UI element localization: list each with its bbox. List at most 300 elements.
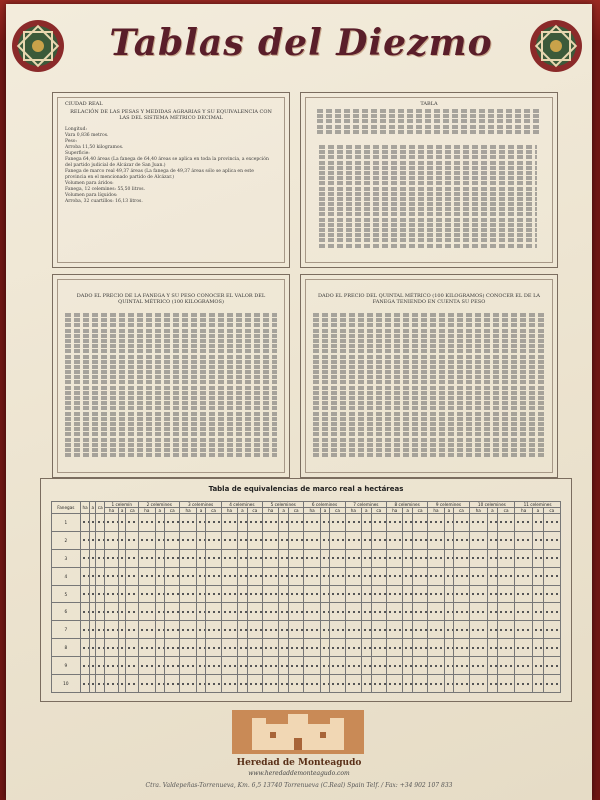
table-cell	[247, 585, 263, 603]
header-unit: ha	[80, 502, 90, 514]
table-cell	[330, 639, 346, 657]
table-cell	[371, 514, 387, 532]
table-cell	[403, 621, 412, 639]
table-cell	[263, 531, 279, 549]
table-row	[52, 603, 561, 621]
measures-line: Fanega, 12 celemines: 55,50 litros.	[65, 187, 146, 192]
table-cell	[164, 657, 180, 675]
table-cell	[498, 549, 515, 567]
table-cell	[345, 514, 361, 532]
table-cell	[263, 585, 279, 603]
equivalence-table-body	[52, 514, 561, 693]
table-cell	[515, 639, 533, 657]
table-cell	[206, 567, 222, 585]
table-cell	[487, 621, 497, 639]
table-cell	[454, 531, 470, 549]
table-cell	[206, 531, 222, 549]
row-label: 8	[52, 639, 81, 657]
table-cell	[155, 567, 164, 585]
table-cell	[533, 603, 543, 621]
table-cell	[469, 675, 487, 693]
table-cell	[304, 531, 320, 549]
table-cell	[288, 514, 304, 532]
table-cell	[498, 675, 515, 693]
table-cell	[238, 675, 247, 693]
table-cell	[320, 603, 329, 621]
header-unit: ca	[206, 508, 222, 514]
table-cell	[304, 514, 320, 532]
table-cell	[126, 621, 139, 639]
table-cell	[247, 675, 263, 693]
table-cell	[279, 621, 288, 639]
table-cell	[533, 514, 543, 532]
table-cell	[164, 531, 180, 549]
table-row	[52, 657, 561, 675]
table-cell	[345, 585, 361, 603]
table-cell	[288, 603, 304, 621]
table-cell	[320, 657, 329, 675]
table-cell	[196, 585, 205, 603]
table-cell	[263, 657, 279, 675]
table-cell	[320, 549, 329, 567]
table-cell	[428, 639, 444, 657]
table-cell	[487, 603, 497, 621]
table-cell	[444, 639, 453, 657]
header-unit: ca	[96, 502, 105, 514]
table-cell	[362, 621, 371, 639]
table-cell	[206, 603, 222, 621]
table-cell	[387, 621, 403, 639]
table-cell	[180, 585, 196, 603]
header-unit: a	[533, 508, 543, 514]
table-cell	[80, 621, 90, 639]
table-cell	[428, 621, 444, 639]
table-cell	[330, 585, 346, 603]
table-cell	[126, 549, 139, 567]
row-label: 10	[52, 675, 81, 693]
table-cell	[164, 567, 180, 585]
table-cell	[279, 567, 288, 585]
panel-tithe-table	[300, 92, 558, 268]
table-cell	[164, 675, 180, 693]
row-label: 9	[52, 657, 81, 675]
measures-line: Vara 0,836 metros.	[65, 133, 109, 138]
table-cell	[247, 603, 263, 621]
table-cell	[180, 621, 196, 639]
table-cell	[515, 531, 533, 549]
table-cell	[444, 585, 453, 603]
header-unit: a	[403, 508, 412, 514]
table-cell	[371, 675, 387, 693]
table-cell	[263, 603, 279, 621]
table-cell	[454, 567, 470, 585]
table-cell	[105, 603, 118, 621]
table-cell	[164, 621, 180, 639]
table-cell	[362, 657, 371, 675]
table-cell	[180, 657, 196, 675]
table-cell	[345, 639, 361, 657]
measures-line: Longitud:	[65, 127, 88, 132]
panel-tithe-heading: TABLA	[420, 101, 438, 107]
table-cell	[362, 549, 371, 567]
table-cell	[118, 531, 126, 549]
table-cell	[444, 531, 453, 549]
table-cell	[345, 531, 361, 549]
table-cell	[515, 585, 533, 603]
table-cell	[155, 675, 164, 693]
table-cell	[221, 549, 237, 567]
table-cell	[487, 531, 497, 549]
table-cell	[387, 567, 403, 585]
poster	[6, 4, 592, 800]
table-cell	[263, 675, 279, 693]
table-cell	[362, 514, 371, 532]
table-cell	[320, 567, 329, 585]
table-cell	[345, 549, 361, 567]
table-cell	[118, 639, 126, 657]
header-unit: ha	[345, 508, 361, 514]
table-cell	[543, 657, 560, 675]
header-celemin: 9 celemines	[428, 502, 469, 508]
table-cell	[238, 621, 247, 639]
measures-line: Superficie:	[65, 151, 90, 156]
table-cell	[330, 567, 346, 585]
table-cell	[330, 514, 346, 532]
table-cell	[412, 567, 428, 585]
table-cell	[247, 549, 263, 567]
table-cell	[196, 675, 205, 693]
table-cell	[126, 657, 139, 675]
header-unit: a	[320, 508, 329, 514]
table-cell	[247, 621, 263, 639]
table-cell	[387, 514, 403, 532]
table-cell	[444, 514, 453, 532]
table-cell	[139, 585, 155, 603]
table-cell	[371, 639, 387, 657]
table-cell	[498, 603, 515, 621]
table-cell	[279, 603, 288, 621]
table-cell	[362, 603, 371, 621]
table-cell	[263, 514, 279, 532]
header-unit: ha	[105, 508, 118, 514]
table-cell	[487, 549, 497, 567]
table-cell	[515, 514, 533, 532]
header-unit: ha	[221, 508, 237, 514]
table-cell	[263, 549, 279, 567]
table-cell	[126, 603, 139, 621]
table-cell	[543, 567, 560, 585]
table-cell	[180, 567, 196, 585]
header-celemin: 6 celemines	[304, 502, 345, 508]
equivalence-table	[51, 501, 561, 693]
paragraph-lines	[317, 109, 539, 135]
table-cell	[428, 675, 444, 693]
table-cell	[444, 567, 453, 585]
table-cell	[428, 549, 444, 567]
table-cell	[238, 639, 247, 657]
table-cell	[469, 567, 487, 585]
header-celemin: 11 celemines	[515, 502, 561, 508]
fanega-table-body	[313, 313, 545, 458]
table-cell	[403, 585, 412, 603]
table-cell	[533, 639, 543, 657]
header-celemin: 7 celemines	[345, 502, 386, 508]
header-unit: ha	[180, 508, 196, 514]
table-cell	[320, 675, 329, 693]
table-cell	[139, 603, 155, 621]
table-cell	[362, 531, 371, 549]
header-unit: ca	[247, 508, 263, 514]
header-unit: a	[487, 508, 497, 514]
table-cell	[126, 567, 139, 585]
table-cell	[543, 639, 560, 657]
table-cell	[444, 549, 453, 567]
table-cell	[304, 567, 320, 585]
table-cell	[196, 639, 205, 657]
table-cell	[247, 514, 263, 532]
table-cell	[543, 549, 560, 567]
table-cell	[454, 621, 470, 639]
table-cell	[533, 549, 543, 567]
table-row	[52, 585, 561, 603]
row-label: 3	[52, 549, 81, 567]
table-cell	[403, 567, 412, 585]
table-cell	[279, 585, 288, 603]
header-celemin: 5 celemines	[263, 502, 304, 508]
table-cell	[221, 639, 237, 657]
header-unit: ha	[387, 508, 403, 514]
table-cell	[543, 585, 560, 603]
table-cell	[533, 585, 543, 603]
table-cell	[279, 639, 288, 657]
table-cell	[469, 585, 487, 603]
brand-website: www.heredaddemonteagudo.com	[248, 770, 350, 777]
table-row	[52, 531, 561, 549]
table-cell	[221, 585, 237, 603]
table-cell	[543, 675, 560, 693]
table-cell	[515, 675, 533, 693]
table-cell	[180, 549, 196, 567]
table-cell	[263, 567, 279, 585]
table-cell	[412, 639, 428, 657]
table-cell	[247, 639, 263, 657]
header-celemin: 3 celemines	[180, 502, 221, 508]
table-cell	[96, 621, 105, 639]
table-cell	[139, 621, 155, 639]
table-cell	[454, 585, 470, 603]
table-cell	[412, 585, 428, 603]
table-cell	[118, 567, 126, 585]
table-cell	[403, 675, 412, 693]
table-cell	[428, 514, 444, 532]
table-cell	[330, 603, 346, 621]
rosette-ornament-right-icon	[526, 16, 586, 76]
header-unit: ca	[330, 508, 346, 514]
table-cell	[118, 585, 126, 603]
table-cell	[345, 657, 361, 675]
table-cell	[96, 549, 105, 567]
table-cell	[362, 675, 371, 693]
header-unit: a	[238, 508, 247, 514]
table-cell	[196, 621, 205, 639]
table-cell	[105, 585, 118, 603]
table-cell	[118, 657, 126, 675]
table-cell	[279, 675, 288, 693]
table-cell	[180, 603, 196, 621]
table-cell	[118, 621, 126, 639]
table-cell	[320, 585, 329, 603]
table-cell	[80, 639, 90, 657]
table-cell	[403, 531, 412, 549]
row-label: 4	[52, 567, 81, 585]
table-cell	[454, 549, 470, 567]
table-cell	[263, 639, 279, 657]
panel-measures-subheading: RELACIÓN DE LAS PESAS Y MEDIDAS AGRARIAS Y SU EQUIVALENCIA CON LAS DEL SISTEMA MÉTRICO DECIMAL	[70, 109, 272, 121]
table-cell	[543, 514, 560, 532]
table-row	[52, 675, 561, 693]
table-cell	[96, 675, 105, 693]
table-cell	[96, 639, 105, 657]
table-cell	[155, 549, 164, 567]
table-cell	[288, 531, 304, 549]
measures-line: Volumen para líquidos:	[65, 193, 118, 198]
table-cell	[139, 567, 155, 585]
table-row	[52, 567, 561, 585]
table-cell	[196, 657, 205, 675]
table-cell	[80, 675, 90, 693]
table-cell	[412, 549, 428, 567]
table-cell	[206, 675, 222, 693]
table-cell	[118, 514, 126, 532]
table-cell	[498, 657, 515, 675]
table-cell	[105, 514, 118, 532]
table-cell	[371, 567, 387, 585]
header-unit: a	[118, 508, 126, 514]
table-cell	[454, 657, 470, 675]
table-cell	[444, 621, 453, 639]
table-cell	[330, 621, 346, 639]
table-cell	[304, 621, 320, 639]
table-cell	[387, 603, 403, 621]
table-cell	[96, 657, 105, 675]
table-cell	[105, 675, 118, 693]
table-cell	[371, 585, 387, 603]
brand-name: Heredad de Monteagudo	[236, 758, 362, 768]
table-cell	[126, 514, 139, 532]
table-cell	[487, 675, 497, 693]
table-cell	[487, 567, 497, 585]
table-cell	[105, 531, 118, 549]
header-unit: ca	[412, 508, 428, 514]
table-cell	[196, 567, 205, 585]
table-cell	[80, 549, 90, 567]
table-cell	[387, 657, 403, 675]
table-cell	[515, 549, 533, 567]
table-cell	[543, 603, 560, 621]
header-celemin: 1 celemín	[105, 502, 139, 508]
table-cell	[487, 585, 497, 603]
table-cell	[387, 531, 403, 549]
table-cell	[330, 657, 346, 675]
table-cell	[469, 639, 487, 657]
table-cell	[487, 514, 497, 532]
table-cell	[412, 675, 428, 693]
table-cell	[515, 657, 533, 675]
table-cell	[238, 657, 247, 675]
table-cell	[330, 675, 346, 693]
table-cell	[196, 514, 205, 532]
table-cell	[498, 567, 515, 585]
panel-quintal-caption: DADO EL PRECIO DE LA FANEGA Y SU PESO CONOCER EL VALOR DEL QUINTAL MÉTRICO (100 KILOGRAMOS)	[76, 293, 266, 305]
table-cell	[221, 514, 237, 532]
table-cell	[221, 621, 237, 639]
table-cell	[498, 639, 515, 657]
table-cell	[105, 549, 118, 567]
table-cell	[118, 603, 126, 621]
header-celemin: 10 celemines	[469, 502, 514, 508]
table-cell	[469, 514, 487, 532]
table-cell	[96, 567, 105, 585]
header-unit: ca	[164, 508, 180, 514]
header-unit: ca	[288, 508, 304, 514]
table-cell	[533, 621, 543, 639]
table-cell	[387, 639, 403, 657]
table-cell	[444, 603, 453, 621]
table-cell	[206, 639, 222, 657]
table-row	[52, 514, 561, 532]
table-cell	[345, 603, 361, 621]
table-cell	[403, 657, 412, 675]
table-cell	[238, 585, 247, 603]
table-cell	[180, 514, 196, 532]
table-cell	[345, 567, 361, 585]
table-cell	[515, 603, 533, 621]
table-cell	[164, 639, 180, 657]
table-cell	[345, 621, 361, 639]
table-cell	[126, 639, 139, 657]
table-cell	[543, 531, 560, 549]
table-cell	[320, 514, 329, 532]
winery-castle-logo	[232, 710, 364, 754]
row-label: 7	[52, 621, 81, 639]
header-unit: ha	[428, 508, 444, 514]
panel-measures	[52, 92, 290, 268]
table-cell	[428, 531, 444, 549]
table-cell	[304, 603, 320, 621]
table-cell	[206, 549, 222, 567]
header-unit: a	[362, 508, 371, 514]
table-cell	[80, 514, 90, 532]
table-cell	[155, 603, 164, 621]
table-cell	[155, 514, 164, 532]
table-row	[52, 621, 561, 639]
header-unit: ha	[263, 508, 279, 514]
table-cell	[80, 603, 90, 621]
table-cell	[428, 657, 444, 675]
table-cell	[139, 531, 155, 549]
table-cell	[469, 531, 487, 549]
quintal-table-body	[65, 313, 277, 458]
table-cell	[105, 639, 118, 657]
table-cell	[238, 567, 247, 585]
table-cell	[288, 585, 304, 603]
header-fanegas: Fanegas	[52, 502, 81, 514]
table-cell	[362, 567, 371, 585]
table-cell	[412, 657, 428, 675]
panel-fanega-caption: DADO EL PRECIO DEL QUINTAL MÉTRICO (100 KILOGRAMOS) CONOCER EL DE LA FANEGA TENIENDO EN CUENTA SU PESO	[317, 293, 541, 305]
table-cell	[126, 531, 139, 549]
measures-line: Fanega 64,40 áreas (La fanega de 64,40 áreas se aplica en toda la provincia, a excepción del partido judicial de Alcázar de San Juan.)	[65, 157, 269, 168]
